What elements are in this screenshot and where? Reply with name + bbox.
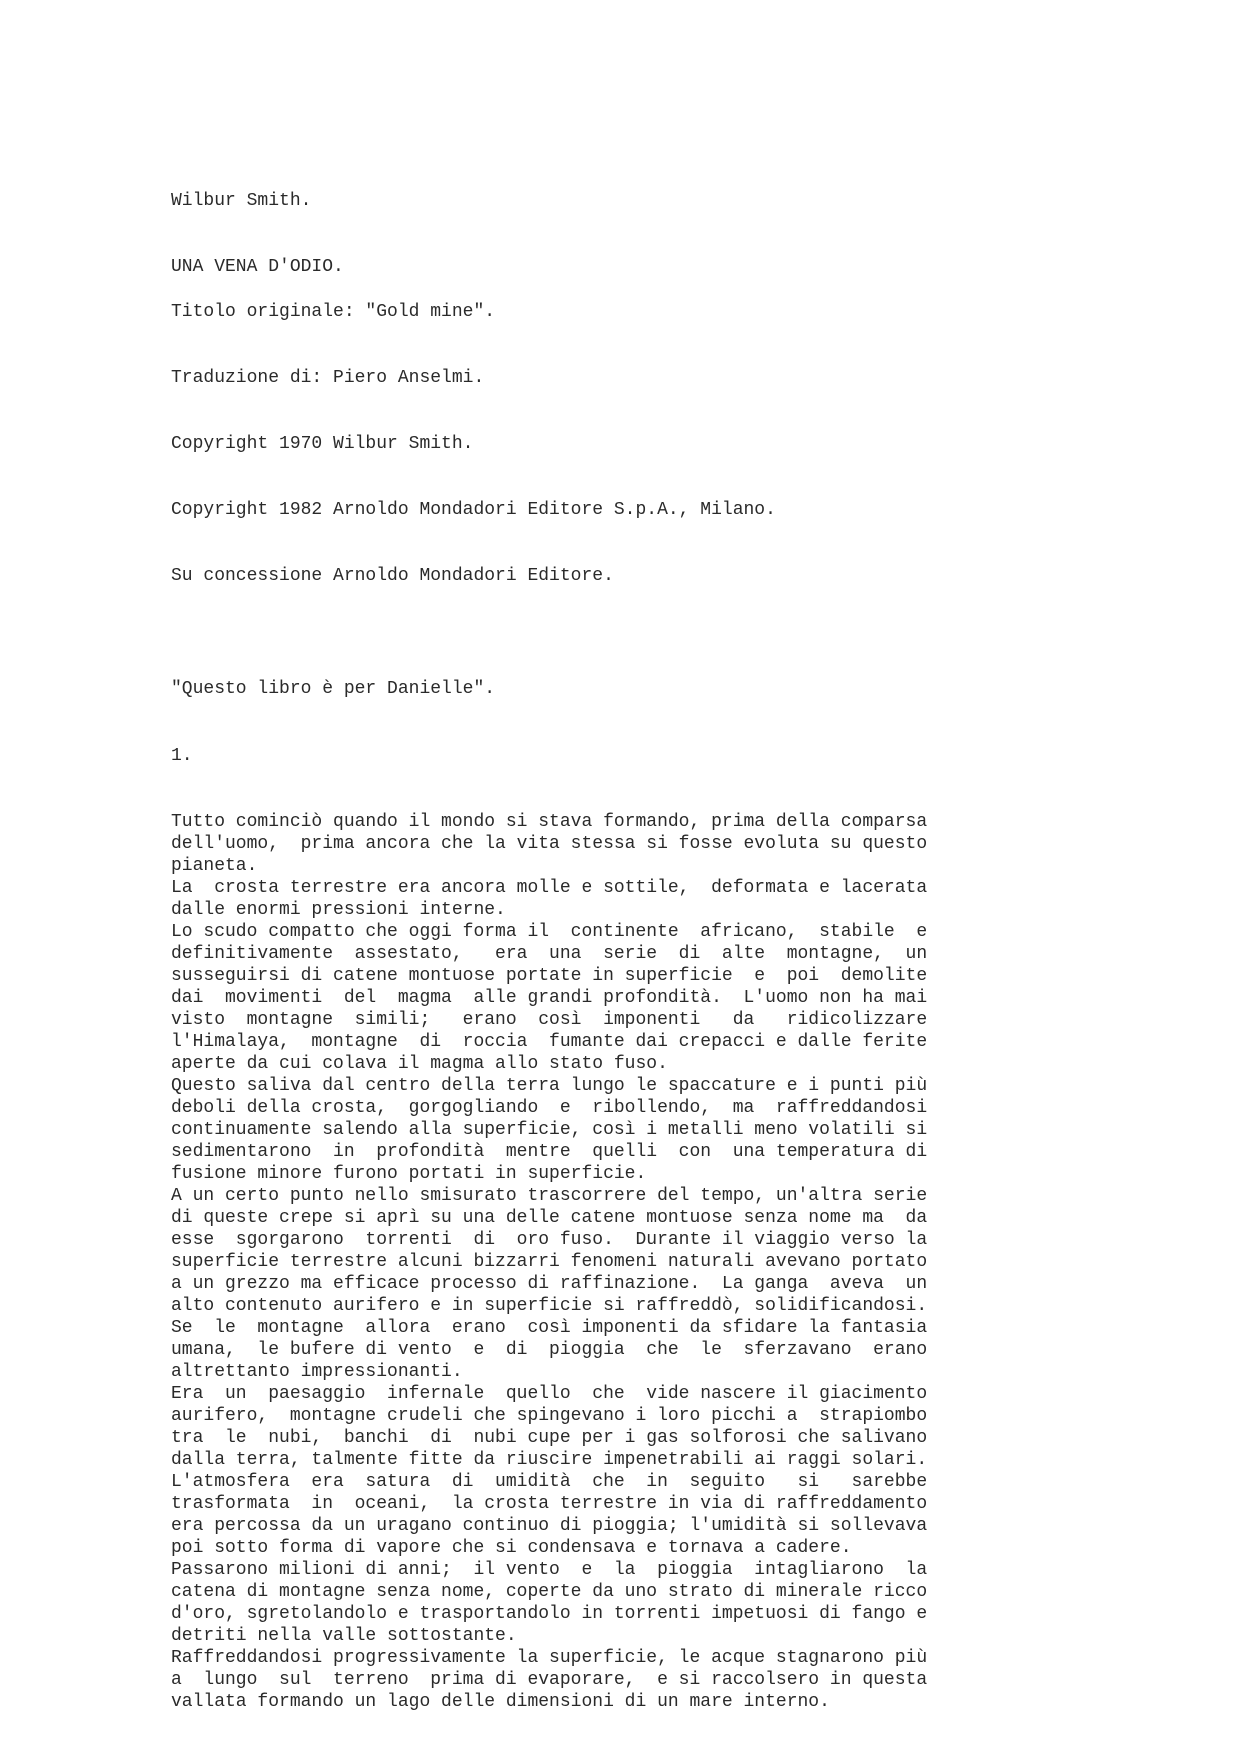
chapter-text-line: dalle enormi pressioni interne. [171, 900, 506, 920]
author-name: Wilbur Smith. [171, 191, 312, 211]
chapter-text-line: susseguirsi di catene montuose portate in superficie e poi demolite [171, 966, 928, 986]
chapter-text-line: sedimentarono in profondità mentre quelli con una temperatura di [171, 1142, 928, 1162]
chapter-text-line: Tutto cominciò quando il mondo si stava formando, prima della comparsa [171, 812, 928, 832]
chapter-text-line: aperte da cui colava il magma allo stato fuso. [171, 1054, 668, 1074]
chapter-text-line: dalla terra, talmente fitte da riuscire impenetrabili ai raggi solari. [171, 1450, 928, 1470]
chapter-text-line: a un grezzo ma efficace processo di raffinazione. La ganga aveva un [171, 1274, 928, 1294]
chapter-text-line: era percossa da un uragano continuo di pioggia; l'umidità si sollevava [171, 1516, 928, 1536]
chapter-text-line: L'atmosfera era satura di umidità che in seguito si sarebbe [171, 1472, 928, 1492]
book-title: UNA VENA D'ODIO. [171, 257, 344, 277]
chapter-text-line: A un certo punto nello smisurato trascorrere del tempo, un'altra serie [171, 1186, 928, 1206]
chapter-text-line: altrettanto impressionanti. [171, 1362, 463, 1382]
concession-line: Su concessione Arnoldo Mondadori Editore. [171, 566, 614, 586]
chapter-text-line: Era un paesaggio infernale quello che vide nascere il giacimento [171, 1384, 928, 1404]
chapter-text-line: Lo scudo compatto che oggi forma il continente africano, stabile e [171, 922, 928, 942]
chapter-text-line: catena di montagne senza nome, coperte da uno strato di minerale ricco [171, 1582, 928, 1602]
chapter-text-line: definitivamente assestato, era una serie di alte montagne, un [171, 944, 928, 964]
chapter-text-line: vallata formando un lago delle dimensioni di un mare interno. [171, 1692, 830, 1712]
chapter-text-line: Se le montagne allora erano così imponenti da sfidare la fantasia [171, 1318, 928, 1338]
chapter-text-line: continuamente salendo alla superficie, così i metalli meno volatili si [171, 1120, 928, 1140]
chapter-number: 1. [171, 746, 193, 766]
chapter-text-line: aurifero, montagne crudeli che spingevano i loro picchi a strapiombo [171, 1406, 928, 1426]
chapter-text-line: dai movimenti del magma alle grandi profondità. L'uomo non ha mai [171, 988, 928, 1008]
chapter-text-line: esse sgorgarono torrenti di oro fuso. Durante il viaggio verso la [171, 1230, 928, 1250]
chapter-text-line: tra le nubi, banchi di nubi cupe per i gas solforosi che salivano [171, 1428, 928, 1448]
chapter-text-line: detriti nella valle sottostante. [171, 1626, 517, 1646]
chapter-text-line: poi sotto forma di vapore che si condensava e tornava a cadere. [171, 1538, 852, 1558]
copyright-line: Copyright 1982 Arnoldo Mondadori Editore S.p.A., Milano. [171, 500, 776, 520]
chapter-text-line: a lungo sul terreno prima di evaporare, e si raccolsero in questa [171, 1670, 928, 1690]
chapter-text-line: fusione minore furono portati in superficie. [171, 1164, 647, 1184]
chapter-text-line: deboli della crosta, gorgogliando e ribollendo, ma raffreddandosi [171, 1098, 928, 1118]
chapter-text-line: umana, le bufere di vento e di pioggia che le sferzavano erano [171, 1340, 928, 1360]
chapter-text-line: pianeta. [171, 856, 258, 876]
chapter-text-line: di queste crepe si aprì su una delle catene montuose senza nome ma da [171, 1208, 928, 1228]
chapter-text-line: Raffreddandosi progressivamente la superficie, le acque stagnarono più [171, 1648, 928, 1668]
chapter-text-line: d'oro, sgretolandolo e trasportandolo in torrenti impetuosi di fango e [171, 1604, 928, 1624]
chapter-text-line: Questo saliva dal centro della terra lungo le spaccature e i punti più [171, 1076, 928, 1096]
credits [171, 257, 776, 631]
original-title-line: Titolo originale: "Gold mine". [171, 302, 496, 322]
chapter [171, 701, 927, 1757]
chapter-text-line: l'Himalaya, montagne di roccia fumante dai crepacci e dalle ferite [171, 1032, 928, 1052]
chapter-text-line: Passarono milioni di anni; il vento e la pioggia intagliarono la [171, 1560, 928, 1580]
chapter-text-line: dell'uomo, prima ancora che la vita stessa si fosse evoluta su questo [171, 834, 928, 854]
chapter-body [171, 811, 927, 1713]
chapter-text-line: trasformata in oceani, la crosta terrestre in via di raffreddamento [171, 1494, 928, 1514]
chapter-text-line: superficie terrestre alcuni bizzarri fenomeni naturali avevano portato [171, 1252, 928, 1272]
chapter-text-line: alto contenuto aurifero e in superficie si raffreddò, solidificandosi. [171, 1296, 928, 1316]
chapter-text-line: visto montagne simili; erano così imponenti da ridicolizzare [171, 1010, 928, 1030]
dedication-text: "Questo libro è per Danielle". [171, 679, 496, 699]
copyright-line: Copyright 1970 Wilbur Smith. [171, 434, 474, 454]
translator-line: Traduzione di: Piero Anselmi. [171, 368, 485, 388]
chapter-text-line: La crosta terrestre era ancora molle e sottile, deformata e lacerata [171, 878, 928, 898]
